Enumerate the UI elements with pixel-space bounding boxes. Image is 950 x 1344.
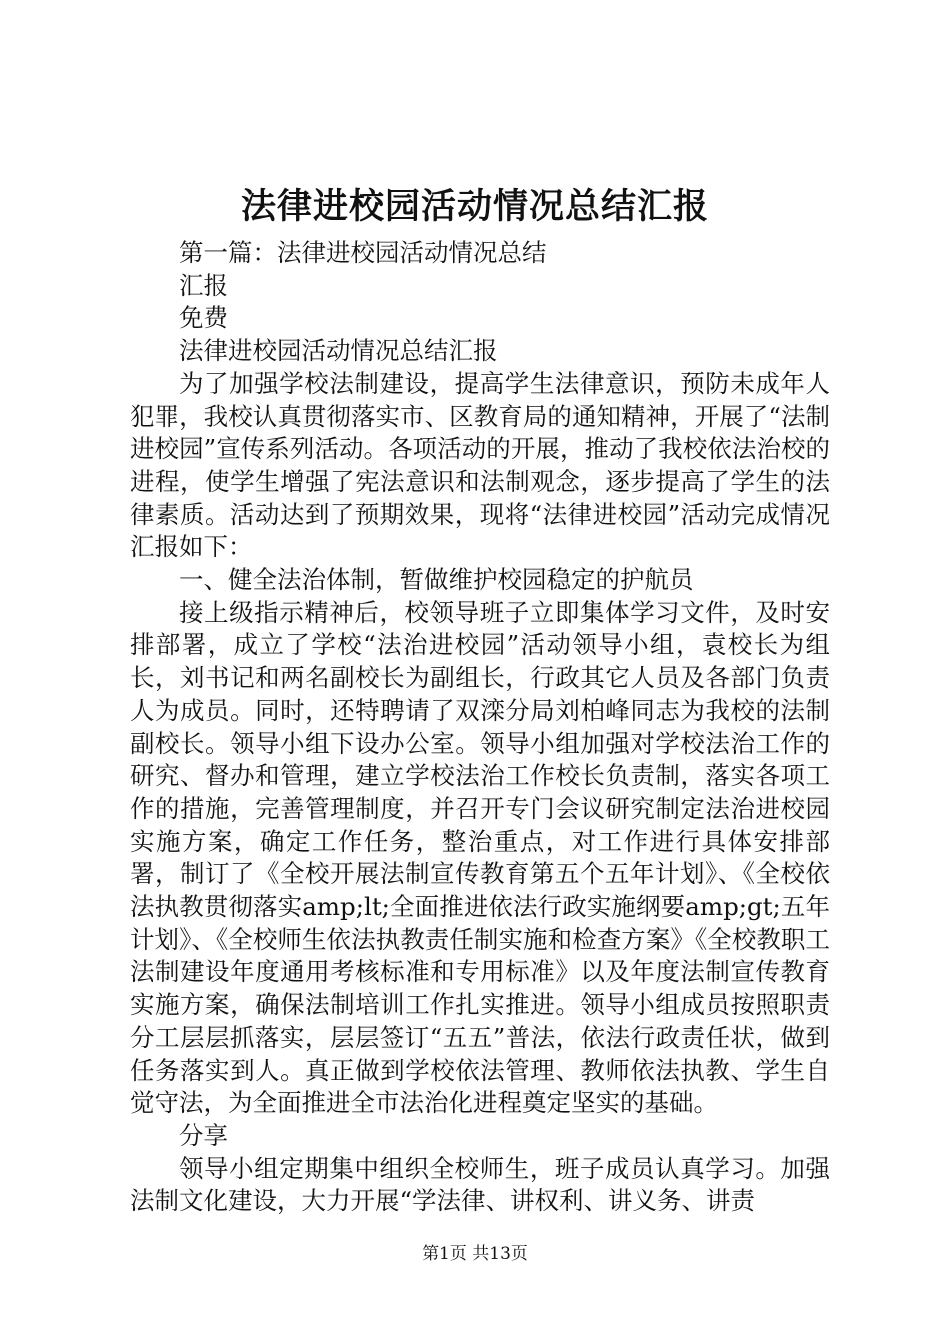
paragraph-intro: 为了加强学校法制建设，提高学生法律意识，预防未成年人犯罪，我校认真贯彻落实市、区教育局的通知精神，开展了“法制进校园”宣传系列活动。各项活动的开展，推动了我校依法治校的进程，使学生增强了宪法意识和法制观念，逐步提高了学生的法律素质。活动达到了预期效果，现将“法律进校园”活动完成情况汇报如下：	[130, 368, 830, 562]
paragraph-section-one-body: 接上级指示精神后，校领导班子立即集体学习文件，及时安排部署，成立了学校“法治进校园”活动领导小组，袁校长为组长，刘书记和两名副校长为副组长，行政其它人员及各部门负责人为成员。同时，还特聘请了双滦分局刘柏峰同志为我校的法制副校长。领导小组下设办公室。领导小组加强对学校法治工作的研究、督办和管理，建立学校法治工作校长负责制，落实各项工作的措施，完善管理制度，并召开专门会议研究制定法治进校园实施方案，确定工作任务，整治重点，对工作进行具体安排部署，制订了《全校开展法制宣传教育第五个五年计划》、《全校依法执教贯彻落实amp;lt;全面推进依法行政实施纲要amp;gt;五年计划》、《全校师生依法执教责任制实施和检查方案》《全校教职工法制建设年度通用考核标准和专用标准》以及年度法制宣传教育实施方案，确保法制培训工作扎实推进。领导小组成员按照职责分工层层抓落实，层层签订“五五”普法，依法行政责任状，做到任务落实到人。真正做到学校依法管理、教师依法执教、学生自觉守法，为全面推进全市法治化进程奠定坚实的基础。	[130, 597, 830, 1118]
paragraph-heading-part-one: 第一篇：法律进校园活动情况总结	[179, 238, 547, 267]
document-title: 法律进校园活动情况总结汇报	[240, 186, 709, 227]
paragraph-free-label: 免费	[179, 303, 228, 333]
paragraph-heading-report: 汇报	[179, 270, 228, 300]
paragraph-subtitle: 法律进校园活动情况总结汇报	[179, 336, 498, 366]
page-number-footer: 第1页 共13页	[422, 1244, 528, 1264]
paragraph-section-one-heading: 一、健全法治体制，暂做维护校园稳定的护航员	[179, 565, 694, 595]
paragraph-continuation: 领导小组定期集中组织全校师生，班子成员认真学习。加强法制文化建设，大力开展“学法律、讲权利、讲义务、讲责	[130, 1153, 830, 1216]
document-body	[130, 237, 830, 1218]
paragraph-share-label: 分享	[179, 1120, 228, 1150]
